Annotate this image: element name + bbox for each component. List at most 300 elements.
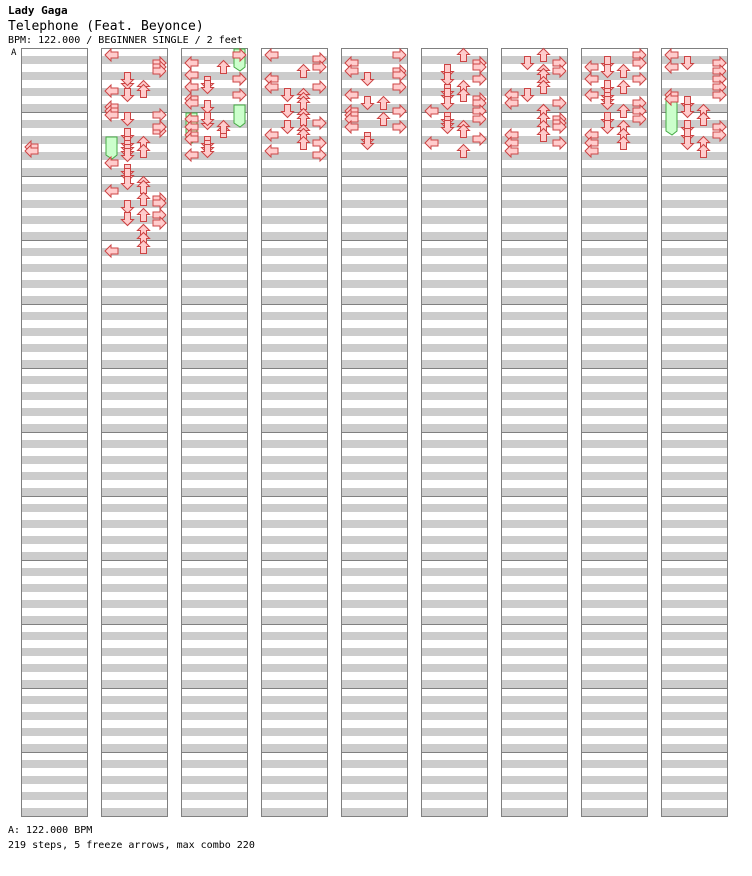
beat-stripe — [261, 328, 328, 336]
beat-stripe — [101, 232, 168, 240]
beat-stripe — [581, 408, 648, 416]
beat-stripe — [421, 424, 488, 432]
beat-stripe — [501, 568, 568, 576]
beat-stripe — [261, 616, 328, 624]
beat-stripe — [421, 552, 488, 560]
beat-stripe — [261, 376, 328, 384]
beat-stripe — [21, 616, 88, 624]
step-column — [341, 48, 408, 817]
beat-stripe — [21, 248, 88, 256]
beat-stripe — [181, 680, 248, 688]
beat-stripe — [341, 504, 408, 512]
beat-stripe — [101, 552, 168, 560]
freeze-arrow — [106, 137, 117, 159]
beat-stripe — [101, 712, 168, 720]
beat-stripe — [101, 600, 168, 608]
beat-stripe — [341, 312, 408, 320]
step-column — [261, 48, 328, 817]
beat-stripe — [181, 664, 248, 672]
beat-stripe — [581, 600, 648, 608]
beat-stripe — [501, 232, 568, 240]
beat-stripe — [501, 264, 568, 272]
beat-stripe — [661, 168, 728, 176]
beat-stripe — [261, 648, 328, 656]
beat-stripe — [21, 632, 88, 640]
beat-stripe — [21, 216, 88, 224]
beat-stripe — [21, 584, 88, 592]
beat-stripe — [21, 200, 88, 208]
beat-stripe — [261, 520, 328, 528]
beat-stripe — [501, 712, 568, 720]
beat-stripe — [581, 776, 648, 784]
beat-stripe — [101, 264, 168, 272]
beat-stripe — [421, 664, 488, 672]
beat-stripe — [181, 200, 248, 208]
beat-stripe — [261, 248, 328, 256]
beat-stripe — [181, 344, 248, 352]
beat-stripe — [501, 648, 568, 656]
beat-stripe — [421, 264, 488, 272]
beat-stripe — [21, 376, 88, 384]
beat-stripe — [501, 344, 568, 352]
beat-stripe — [581, 552, 648, 560]
song-artist: Lady Gaga — [8, 4, 68, 17]
beat-stripe — [261, 168, 328, 176]
beat-stripe — [661, 568, 728, 576]
beat-stripe — [181, 504, 248, 512]
beat-stripe — [181, 616, 248, 624]
beat-stripe — [501, 536, 568, 544]
beat-stripe — [341, 520, 408, 528]
beat-stripe — [501, 456, 568, 464]
beat-stripe — [181, 392, 248, 400]
beat-stripe — [341, 568, 408, 576]
beat-stripe — [181, 440, 248, 448]
beat-stripe — [21, 472, 88, 480]
beat-stripe — [341, 616, 408, 624]
beat-stripe — [181, 520, 248, 528]
beat-stripe — [501, 424, 568, 432]
beat-stripe — [341, 440, 408, 448]
beat-stripe — [261, 504, 328, 512]
beat-stripe — [421, 200, 488, 208]
beat-stripe — [661, 760, 728, 768]
beat-stripe — [501, 296, 568, 304]
beat-stripe — [101, 520, 168, 528]
beat-stripe — [341, 280, 408, 288]
beat-stripe — [581, 440, 648, 448]
beat-stripe — [581, 456, 648, 464]
beat-stripe — [21, 312, 88, 320]
beat-stripe — [21, 712, 88, 720]
beat-stripe — [421, 648, 488, 656]
beat-stripe — [341, 792, 408, 800]
beat-stripe — [421, 600, 488, 608]
beat-stripe — [421, 808, 488, 816]
beat-stripe — [341, 680, 408, 688]
beat-stripe — [581, 264, 648, 272]
beat-stripe — [421, 280, 488, 288]
beat-stripe — [21, 664, 88, 672]
beat-stripe — [421, 152, 488, 160]
beat-stripe — [101, 632, 168, 640]
beat-stripe — [661, 776, 728, 784]
beat-stripe — [261, 456, 328, 464]
beat-stripe — [421, 456, 488, 464]
beat-stripe — [661, 248, 728, 256]
beat-stripe — [581, 616, 648, 624]
beat-stripe — [581, 568, 648, 576]
bpm-marker-label: A — [11, 48, 17, 58]
beat-stripe — [661, 264, 728, 272]
beat-stripe — [341, 152, 408, 160]
beat-stripe — [261, 552, 328, 560]
beat-stripe — [501, 584, 568, 592]
beat-stripe — [581, 536, 648, 544]
beat-stripe — [101, 776, 168, 784]
beat-stripe — [661, 216, 728, 224]
beat-stripe — [21, 360, 88, 368]
beat-stripe — [101, 616, 168, 624]
beat-stripe — [101, 456, 168, 464]
beat-stripe — [341, 296, 408, 304]
beat-stripe — [661, 344, 728, 352]
beat-stripe — [181, 280, 248, 288]
beat-stripe — [181, 552, 248, 560]
beat-stripe — [341, 200, 408, 208]
beat-stripe — [581, 584, 648, 592]
beat-stripe — [261, 200, 328, 208]
beat-stripe — [261, 680, 328, 688]
beat-stripe — [261, 408, 328, 416]
beat-stripe — [421, 216, 488, 224]
beat-stripe — [421, 376, 488, 384]
beat-stripe — [341, 168, 408, 176]
beat-stripe — [341, 744, 408, 752]
beat-stripe — [501, 808, 568, 816]
beat-stripe — [581, 312, 648, 320]
beat-stripe — [581, 328, 648, 336]
beat-stripe — [21, 440, 88, 448]
beat-stripe — [421, 344, 488, 352]
beat-stripe — [101, 392, 168, 400]
beat-stripe — [341, 216, 408, 224]
beat-stripe — [581, 296, 648, 304]
beat-stripe — [421, 488, 488, 496]
beat-stripe — [101, 696, 168, 704]
beat-stripe — [101, 504, 168, 512]
beat-stripe — [21, 568, 88, 576]
beat-stripe — [341, 808, 408, 816]
beat-stripe — [661, 232, 728, 240]
beat-stripe — [581, 424, 648, 432]
beat-stripe — [261, 472, 328, 480]
beat-stripe — [661, 152, 728, 160]
step-column — [501, 48, 568, 817]
beat-stripe — [341, 664, 408, 672]
beat-stripe — [341, 248, 408, 256]
beat-stripe — [421, 536, 488, 544]
beat-stripe — [101, 408, 168, 416]
beat-stripe — [341, 472, 408, 480]
beat-stripe — [341, 536, 408, 544]
beat-stripe — [261, 216, 328, 224]
beat-stripe — [261, 280, 328, 288]
beat-stripe — [21, 744, 88, 752]
beat-stripe — [261, 568, 328, 576]
beat-stripe — [261, 776, 328, 784]
beat-stripe — [21, 760, 88, 768]
beat-stripe — [341, 344, 408, 352]
beat-stripe — [581, 216, 648, 224]
beat-stripe — [501, 728, 568, 736]
beat-stripe — [501, 360, 568, 368]
beat-stripe — [181, 408, 248, 416]
beat-stripe — [341, 456, 408, 464]
beat-stripe — [101, 440, 168, 448]
beat-stripe — [501, 328, 568, 336]
beat-stripe — [261, 664, 328, 672]
beat-stripe — [341, 264, 408, 272]
beat-stripe — [261, 104, 328, 112]
beat-stripe — [341, 552, 408, 560]
beat-stripe — [101, 280, 168, 288]
beat-stripe — [261, 296, 328, 304]
beat-stripe — [261, 712, 328, 720]
beat-stripe — [421, 184, 488, 192]
beat-stripe — [661, 504, 728, 512]
beat-stripe — [101, 376, 168, 384]
beat-stripe — [181, 472, 248, 480]
beat-stripe — [661, 200, 728, 208]
beat-stripe — [21, 408, 88, 416]
freeze-arrow — [234, 105, 245, 127]
beat-stripe — [581, 648, 648, 656]
beat-stripe — [661, 456, 728, 464]
beat-stripe — [181, 792, 248, 800]
beat-stripe — [661, 728, 728, 736]
beat-stripe — [421, 312, 488, 320]
beat-stripe — [661, 376, 728, 384]
beat-stripe — [21, 520, 88, 528]
beat-stripe — [421, 168, 488, 176]
beat-stripe — [501, 680, 568, 688]
beat-stripe — [181, 264, 248, 272]
step-column — [21, 48, 88, 817]
beat-stripe — [181, 168, 248, 176]
beat-stripe — [21, 296, 88, 304]
beat-stripe — [181, 760, 248, 768]
beat-stripe — [101, 328, 168, 336]
beat-stripe — [661, 392, 728, 400]
beat-stripe — [421, 728, 488, 736]
beat-stripe — [101, 488, 168, 496]
beat-stripe — [101, 296, 168, 304]
beat-stripe — [181, 568, 248, 576]
beat-stripe — [661, 600, 728, 608]
beat-stripe — [101, 664, 168, 672]
beat-stripe — [21, 600, 88, 608]
beat-stripe — [261, 360, 328, 368]
beat-stripe — [21, 536, 88, 544]
beat-stripe — [341, 392, 408, 400]
beat-stripe — [501, 552, 568, 560]
beat-stripe — [101, 584, 168, 592]
beat-stripe — [101, 760, 168, 768]
beat-stripe — [181, 536, 248, 544]
beat-stripe — [101, 344, 168, 352]
beat-stripe — [261, 264, 328, 272]
beat-stripe — [661, 296, 728, 304]
beat-stripe — [261, 440, 328, 448]
beat-stripe — [501, 472, 568, 480]
beat-stripe — [501, 504, 568, 512]
beat-stripe — [501, 632, 568, 640]
beat-stripe — [261, 584, 328, 592]
beat-stripe — [101, 680, 168, 688]
beat-stripe — [181, 808, 248, 816]
beat-stripe — [581, 664, 648, 672]
beat-stripe — [661, 744, 728, 752]
beat-stripe — [181, 632, 248, 640]
beat-stripe — [501, 520, 568, 528]
beat-stripe — [261, 312, 328, 320]
beat-stripe — [21, 232, 88, 240]
beat-stripe — [581, 392, 648, 400]
bpm-legend: A: 122.000 BPM — [8, 825, 93, 836]
beat-stripe — [501, 376, 568, 384]
beat-stripe — [21, 776, 88, 784]
beat-stripe — [181, 360, 248, 368]
beat-stripe — [101, 744, 168, 752]
beat-stripe — [21, 72, 88, 80]
beat-stripe — [181, 312, 248, 320]
beat-stripe — [21, 344, 88, 352]
beat-stripe — [341, 776, 408, 784]
beat-stripe — [501, 664, 568, 672]
beat-stripe — [341, 328, 408, 336]
beat-stripe — [341, 584, 408, 592]
beat-stripe — [421, 760, 488, 768]
beat-stripe — [421, 232, 488, 240]
beat-stripe — [21, 280, 88, 288]
beat-stripe — [501, 392, 568, 400]
beat-stripe — [101, 792, 168, 800]
beat-stripe — [101, 360, 168, 368]
beat-stripe — [501, 440, 568, 448]
beat-stripe — [181, 744, 248, 752]
beat-stripe — [581, 200, 648, 208]
beat-stripe — [421, 504, 488, 512]
beat-stripe — [181, 248, 248, 256]
beat-stripe — [261, 808, 328, 816]
beat-stripe — [421, 776, 488, 784]
beat-stripe — [661, 184, 728, 192]
beat-stripe — [101, 472, 168, 480]
beat-stripe — [581, 184, 648, 192]
beat-stripe — [661, 424, 728, 432]
beat-stripe — [21, 104, 88, 112]
beat-stripe — [261, 536, 328, 544]
beat-stripe — [341, 232, 408, 240]
beat-stripe — [581, 680, 648, 688]
beat-stripe — [341, 360, 408, 368]
beat-stripe — [661, 408, 728, 416]
beat-stripe — [421, 328, 488, 336]
beat-stripe — [501, 184, 568, 192]
beat-stripe — [181, 488, 248, 496]
chart-stats: 219 steps, 5 freeze arrows, max combo 220 — [8, 840, 255, 851]
chart-info: BPM: 122.000 / BEGINNER SINGLE / 2 feet — [8, 35, 243, 46]
beat-stripe — [21, 488, 88, 496]
beat-stripe — [21, 728, 88, 736]
beat-stripe — [581, 360, 648, 368]
beat-stripe — [21, 88, 88, 96]
beat-stripe — [261, 488, 328, 496]
beat-stripe — [581, 472, 648, 480]
beat-stripe — [661, 440, 728, 448]
beat-stripe — [341, 408, 408, 416]
beat-stripe — [21, 264, 88, 272]
beat-stripe — [101, 568, 168, 576]
beat-stripe — [21, 456, 88, 464]
beat-stripe — [581, 696, 648, 704]
song-title: Telephone (Feat. Beyonce) — [8, 19, 204, 34]
beat-stripe — [21, 808, 88, 816]
beat-stripe — [181, 296, 248, 304]
beat-stripe — [661, 520, 728, 528]
beat-stripe — [101, 648, 168, 656]
beat-stripe — [21, 504, 88, 512]
beat-stripe — [21, 56, 88, 64]
beat-stripe — [341, 632, 408, 640]
beat-stripe — [181, 216, 248, 224]
beat-stripe — [581, 280, 648, 288]
beat-stripe — [21, 328, 88, 336]
beat-stripe — [581, 760, 648, 768]
beat-stripe — [261, 184, 328, 192]
beat-stripe — [21, 648, 88, 656]
beat-stripe — [181, 184, 248, 192]
beat-stripe — [181, 456, 248, 464]
beat-stripe — [181, 424, 248, 432]
beat-stripe — [501, 792, 568, 800]
beat-stripe — [581, 792, 648, 800]
beat-stripe — [21, 792, 88, 800]
beat-stripe — [181, 600, 248, 608]
beat-stripe — [341, 696, 408, 704]
beat-stripe — [261, 632, 328, 640]
beat-stripe — [21, 552, 88, 560]
beat-stripe — [101, 424, 168, 432]
beat-stripe — [181, 712, 248, 720]
beat-stripe — [581, 344, 648, 352]
beat-stripe — [501, 488, 568, 496]
beat-stripe — [501, 744, 568, 752]
beat-stripe — [341, 728, 408, 736]
beat-stripe — [421, 584, 488, 592]
beat-stripe — [581, 728, 648, 736]
beat-stripe — [501, 248, 568, 256]
beat-stripe — [261, 392, 328, 400]
beat-stripe — [661, 280, 728, 288]
beat-stripe — [581, 504, 648, 512]
beat-stripe — [341, 600, 408, 608]
beat-stripe — [261, 792, 328, 800]
beat-stripe — [341, 136, 408, 144]
beat-stripe — [661, 488, 728, 496]
beat-stripe — [501, 280, 568, 288]
